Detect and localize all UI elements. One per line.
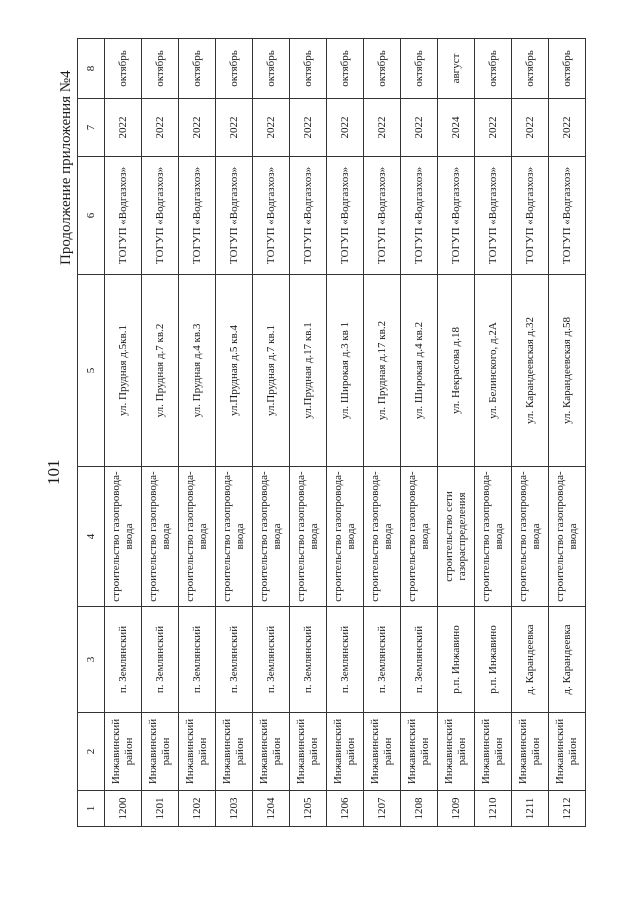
settlement-cell: д. Карандеевка bbox=[549, 607, 586, 713]
settlement-cell: п. Землянский bbox=[253, 607, 290, 713]
column-header: 3 bbox=[78, 607, 105, 713]
row-number: 1201 bbox=[142, 791, 179, 827]
executor-cell: ТОГУП «Водгазхоз» bbox=[401, 157, 438, 275]
year-cell: 2022 bbox=[179, 99, 216, 157]
table-header bbox=[78, 39, 105, 827]
district-cell: Инжавинский район bbox=[142, 713, 179, 791]
settlement-cell: р.п. Инжавино bbox=[438, 607, 475, 713]
district-cell: Инжавинский район bbox=[512, 713, 549, 791]
column-header: 6 bbox=[78, 157, 105, 275]
work-type-cell: строительство газопровода-ввода bbox=[475, 467, 512, 607]
address-cell: ул. Прудная д.5кв.1 bbox=[105, 275, 142, 467]
work-type-cell: строительство газопровода-ввода bbox=[364, 467, 401, 607]
column-header: 7 bbox=[78, 99, 105, 157]
district-cell: Инжавинский район bbox=[253, 713, 290, 791]
column-header: 2 bbox=[78, 713, 105, 791]
table-row bbox=[105, 39, 142, 827]
table-row bbox=[290, 39, 327, 827]
work-type-cell: строительство газопровода-ввода bbox=[179, 467, 216, 607]
table-row bbox=[549, 39, 586, 827]
row-number: 1212 bbox=[549, 791, 586, 827]
row-number: 1207 bbox=[364, 791, 401, 827]
year-cell: 2022 bbox=[253, 99, 290, 157]
column-header: 5 bbox=[78, 275, 105, 467]
work-type-cell: строительство газопровода-ввода bbox=[216, 467, 253, 607]
gasification-table bbox=[77, 38, 586, 827]
year-cell: 2022 bbox=[290, 99, 327, 157]
table-row bbox=[253, 39, 290, 827]
year-cell: 2022 bbox=[142, 99, 179, 157]
address-cell: ул. Широкая д.4 кв.2 bbox=[401, 275, 438, 467]
year-cell: 2022 bbox=[327, 99, 364, 157]
table-row bbox=[401, 39, 438, 827]
district-cell: Инжавинский район bbox=[364, 713, 401, 791]
executor-cell: ТОГУП «Водгазхоз» bbox=[216, 157, 253, 275]
month-cell: октябрь bbox=[290, 39, 327, 99]
work-type-cell: строительство газопровода-ввода bbox=[327, 467, 364, 607]
year-cell: 2022 bbox=[512, 99, 549, 157]
table-row bbox=[512, 39, 549, 827]
work-type-cell: строительство газопровода-ввода bbox=[142, 467, 179, 607]
address-cell: ул.Прудная д.7 кв.1 bbox=[253, 275, 290, 467]
column-header: 1 bbox=[78, 791, 105, 827]
address-cell: ул. Прудная д.4 кв.3 bbox=[179, 275, 216, 467]
year-cell: 2024 bbox=[438, 99, 475, 157]
address-cell: ул.Прудная д.17 кв.1 bbox=[290, 275, 327, 467]
month-cell: октябрь bbox=[475, 39, 512, 99]
table-row bbox=[216, 39, 253, 827]
district-cell: Инжавинский район bbox=[401, 713, 438, 791]
address-cell: ул. Широкая д.3 кв 1 bbox=[327, 275, 364, 467]
executor-cell: ТОГУП «Водгазхоз» bbox=[549, 157, 586, 275]
work-type-cell: строительство газопровода-ввода bbox=[549, 467, 586, 607]
month-cell: октябрь bbox=[253, 39, 290, 99]
executor-cell: ТОГУП «Водгазхоз» bbox=[290, 157, 327, 275]
executor-cell: ТОГУП «Водгазхоз» bbox=[438, 157, 475, 275]
row-number: 1208 bbox=[401, 791, 438, 827]
address-cell: ул. Некрасова д.18 bbox=[438, 275, 475, 467]
year-cell: 2022 bbox=[364, 99, 401, 157]
address-cell: ул. Белинского, д.2А bbox=[475, 275, 512, 467]
row-number: 1206 bbox=[327, 791, 364, 827]
row-number: 1205 bbox=[290, 791, 327, 827]
month-cell: октябрь bbox=[401, 39, 438, 99]
work-type-cell: строительство газопровода-ввода bbox=[401, 467, 438, 607]
year-cell: 2022 bbox=[105, 99, 142, 157]
district-cell: Инжавинский район bbox=[105, 713, 142, 791]
year-cell: 2022 bbox=[401, 99, 438, 157]
district-cell: Инжавинский район bbox=[327, 713, 364, 791]
district-cell: Инжавинский район bbox=[475, 713, 512, 791]
table-row bbox=[179, 39, 216, 827]
settlement-cell: д. Карандеевка bbox=[512, 607, 549, 713]
work-type-cell: строительство газопровода-ввода bbox=[105, 467, 142, 607]
settlement-cell: п. Землянский bbox=[105, 607, 142, 713]
table-row bbox=[364, 39, 401, 827]
year-cell: 2022 bbox=[216, 99, 253, 157]
settlement-cell: п. Землянский bbox=[401, 607, 438, 713]
executor-cell: ТОГУП «Водгазхоз» bbox=[105, 157, 142, 275]
page-number: 101 bbox=[44, 459, 63, 485]
month-cell: август bbox=[438, 39, 475, 99]
settlement-cell: п. Землянский bbox=[179, 607, 216, 713]
settlement-cell: п. Землянский bbox=[142, 607, 179, 713]
row-number: 1209 bbox=[438, 791, 475, 827]
executor-cell: ТОГУП «Водгазхоз» bbox=[364, 157, 401, 275]
settlement-cell: р.п. Инжавино bbox=[475, 607, 512, 713]
work-type-cell: строительство газопровода-ввода bbox=[290, 467, 327, 607]
executor-cell: ТОГУП «Водгазхоз» bbox=[253, 157, 290, 275]
month-cell: октябрь bbox=[512, 39, 549, 99]
table-row bbox=[142, 39, 179, 827]
district-cell: Инжавинский район bbox=[438, 713, 475, 791]
address-cell: ул. Карандеевская д.32 bbox=[512, 275, 549, 467]
month-cell: октябрь bbox=[105, 39, 142, 99]
executor-cell: ТОГУП «Водгазхоз» bbox=[512, 157, 549, 275]
row-number: 1200 bbox=[105, 791, 142, 827]
month-cell: октябрь bbox=[142, 39, 179, 99]
executor-cell: ТОГУП «Водгазхоз» bbox=[327, 157, 364, 275]
row-number: 1202 bbox=[179, 791, 216, 827]
district-cell: Инжавинский район bbox=[290, 713, 327, 791]
settlement-cell: п. Землянский bbox=[327, 607, 364, 713]
row-number: 1210 bbox=[475, 791, 512, 827]
month-cell: октябрь bbox=[216, 39, 253, 99]
address-cell: ул. Прудная д.17 кв.2 bbox=[364, 275, 401, 467]
table-row bbox=[327, 39, 364, 827]
month-cell: октябрь bbox=[327, 39, 364, 99]
year-cell: 2022 bbox=[475, 99, 512, 157]
executor-cell: ТОГУП «Водгазхоз» bbox=[179, 157, 216, 275]
month-cell: октябрь bbox=[364, 39, 401, 99]
column-header: 8 bbox=[78, 39, 105, 99]
year-cell: 2022 bbox=[549, 99, 586, 157]
row-number: 1211 bbox=[512, 791, 549, 827]
header-row bbox=[78, 39, 105, 827]
row-number: 1203 bbox=[216, 791, 253, 827]
table-row bbox=[475, 39, 512, 827]
work-type-cell: строительство газопровода-ввода bbox=[253, 467, 290, 607]
table-row bbox=[438, 39, 475, 827]
district-cell: Инжавинский район bbox=[179, 713, 216, 791]
month-cell: октябрь bbox=[179, 39, 216, 99]
executor-cell: ТОГУП «Водгазхоз» bbox=[475, 157, 512, 275]
address-cell: ул. Прудная д.7 кв.2 bbox=[142, 275, 179, 467]
settlement-cell: п. Землянский bbox=[290, 607, 327, 713]
settlement-cell: п. Землянский bbox=[216, 607, 253, 713]
row-number: 1204 bbox=[253, 791, 290, 827]
table-body bbox=[105, 39, 586, 827]
settlement-cell: п. Землянский bbox=[364, 607, 401, 713]
work-type-cell: строительство сети газораспределения bbox=[438, 467, 475, 607]
month-cell: октябрь bbox=[549, 39, 586, 99]
address-cell: ул.Прудная д.5 кв.4 bbox=[216, 275, 253, 467]
executor-cell: ТОГУП «Водгазхоз» bbox=[142, 157, 179, 275]
work-type-cell: строительство газопровода-ввода bbox=[512, 467, 549, 607]
column-header: 4 bbox=[78, 467, 105, 607]
district-cell: Инжавинский район bbox=[549, 713, 586, 791]
appendix-caption: Продолжение приложения №4 bbox=[58, 70, 74, 265]
address-cell: ул. Карандеевская д.58 bbox=[549, 275, 586, 467]
district-cell: Инжавинский район bbox=[216, 713, 253, 791]
